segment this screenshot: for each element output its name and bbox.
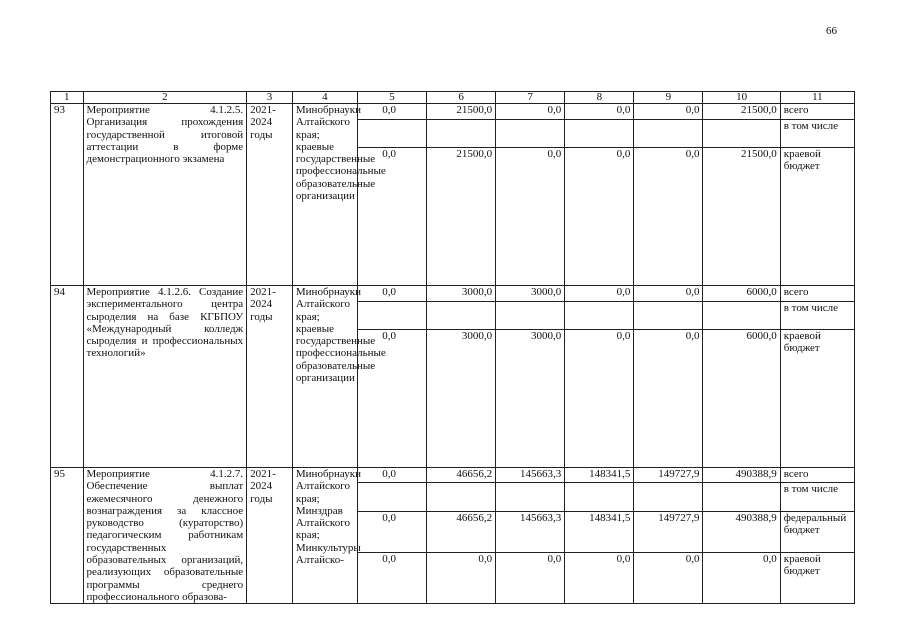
period-cell: 2021-2024 годы — [247, 286, 293, 468]
value-cell: 0,0 — [565, 330, 634, 468]
value-cell: 46656,2 — [427, 468, 496, 483]
executor-cell: Минобрнауки Алтайского края; краевые государственные профессиональные образовательные организации — [292, 286, 357, 468]
value-cell: 148341,5 — [565, 512, 634, 553]
value-cell — [703, 120, 780, 148]
column-number-row — [51, 92, 855, 104]
column-header: 4 — [292, 92, 357, 104]
funding-source: всего — [780, 286, 854, 302]
value-cell: 0,0 — [427, 553, 496, 604]
value-cell: 490388,9 — [703, 468, 780, 483]
value-cell: 0,0 — [496, 553, 565, 604]
value-cell — [703, 302, 780, 330]
value-cell: 3000,0 — [427, 330, 496, 468]
value-cell — [634, 302, 703, 330]
value-cell: 0,0 — [634, 104, 703, 120]
row-number: 94 — [51, 286, 84, 468]
executor-cell: Минобрнауки Алтайского края; Минздрав Алтайского края; Минкультуры Алтайско- — [292, 468, 357, 604]
value-cell: 0,0 — [357, 104, 426, 120]
value-cell: 46656,2 — [427, 512, 496, 553]
value-cell: 0,0 — [634, 286, 703, 302]
value-cell: 145663,3 — [496, 512, 565, 553]
value-cell — [565, 302, 634, 330]
value-cell — [634, 483, 703, 512]
value-cell: 148341,5 — [565, 468, 634, 483]
value-cell — [496, 120, 565, 148]
value-cell — [357, 120, 426, 148]
value-cell: 0,0 — [357, 553, 426, 604]
value-cell: 0,0 — [565, 148, 634, 286]
funding-source: краевой бюджет — [780, 148, 854, 286]
column-header: 3 — [247, 92, 293, 104]
value-cell — [565, 120, 634, 148]
column-header: 7 — [496, 92, 565, 104]
value-cell: 145663,3 — [496, 468, 565, 483]
value-cell: 0,0 — [634, 330, 703, 468]
event-description: Мероприятие 4.1.2.7. Обеспечение выплат ежемесячного денежного вознаграждения за классное руководство (кураторство) педагогическим работникам государственных образовательных организаций, реализующих образовательные программы среднего профессионального образова- — [83, 468, 247, 604]
value-cell: 0,0 — [634, 148, 703, 286]
column-header: 5 — [357, 92, 426, 104]
table-row — [51, 286, 855, 302]
value-cell: 149727,9 — [634, 468, 703, 483]
funding-source: в том числе — [780, 302, 854, 330]
value-cell: 0,0 — [496, 104, 565, 120]
funding-source: федеральный бюджет — [780, 512, 854, 553]
budget-table — [50, 91, 855, 604]
value-cell: 0,0 — [357, 148, 426, 286]
value-cell: 0,0 — [565, 104, 634, 120]
column-header: 9 — [634, 92, 703, 104]
column-header: 11 — [780, 92, 854, 104]
value-cell — [357, 302, 426, 330]
value-cell: 21500,0 — [703, 148, 780, 286]
value-cell — [427, 302, 496, 330]
value-cell — [634, 120, 703, 148]
funding-source: краевой бюджет — [780, 553, 854, 604]
event-description: Мероприятие 4.1.2.5. Организация прохождения государственной итоговой аттестации в форме демонстрационного экзамена — [83, 104, 247, 286]
value-cell: 6000,0 — [703, 330, 780, 468]
value-cell: 0,0 — [357, 286, 426, 302]
value-cell — [427, 120, 496, 148]
table-row — [51, 468, 855, 483]
page-number: 66 — [826, 25, 837, 37]
column-header: 8 — [565, 92, 634, 104]
value-cell: 6000,0 — [703, 286, 780, 302]
row-number: 95 — [51, 468, 84, 604]
value-cell: 0,0 — [703, 553, 780, 604]
value-cell: 21500,0 — [427, 104, 496, 120]
value-cell: 0,0 — [357, 512, 426, 553]
column-header: 10 — [703, 92, 780, 104]
value-cell: 0,0 — [565, 286, 634, 302]
funding-source: краевой бюджет — [780, 330, 854, 468]
column-header: 1 — [51, 92, 84, 104]
funding-source: в том числе — [780, 483, 854, 512]
period-cell: 2021-2024 годы — [247, 468, 293, 604]
value-cell — [565, 483, 634, 512]
value-cell: 21500,0 — [703, 104, 780, 120]
event-description: Мероприятие 4.1.2.6. Создание экспериментального центра сыроделия на базе КГБПОУ «Международный колледж сыроделия и профессиональных технологий» — [83, 286, 247, 468]
value-cell: 490388,9 — [703, 512, 780, 553]
value-cell: 3000,0 — [496, 330, 565, 468]
funding-source: в том числе — [780, 120, 854, 148]
value-cell — [496, 302, 565, 330]
value-cell: 3000,0 — [427, 286, 496, 302]
column-header: 6 — [427, 92, 496, 104]
funding-source: всего — [780, 104, 854, 120]
value-cell: 0,0 — [565, 553, 634, 604]
table-row — [51, 104, 855, 120]
funding-source: всего — [780, 468, 854, 483]
value-cell: 149727,9 — [634, 512, 703, 553]
column-header: 2 — [83, 92, 247, 104]
row-number: 93 — [51, 104, 84, 286]
value-cell: 0,0 — [634, 553, 703, 604]
period-cell: 2021-2024 годы — [247, 104, 293, 286]
value-cell — [496, 483, 565, 512]
value-cell: 3000,0 — [496, 286, 565, 302]
executor-cell: Минобрнауки Алтайского края; краевые государственные профессиональные образовательные организации — [292, 104, 357, 286]
value-cell — [703, 483, 780, 512]
value-cell: 0,0 — [357, 330, 426, 468]
value-cell — [357, 483, 426, 512]
value-cell: 0,0 — [357, 468, 426, 483]
value-cell: 0,0 — [496, 148, 565, 286]
value-cell — [427, 483, 496, 512]
value-cell: 21500,0 — [427, 148, 496, 286]
